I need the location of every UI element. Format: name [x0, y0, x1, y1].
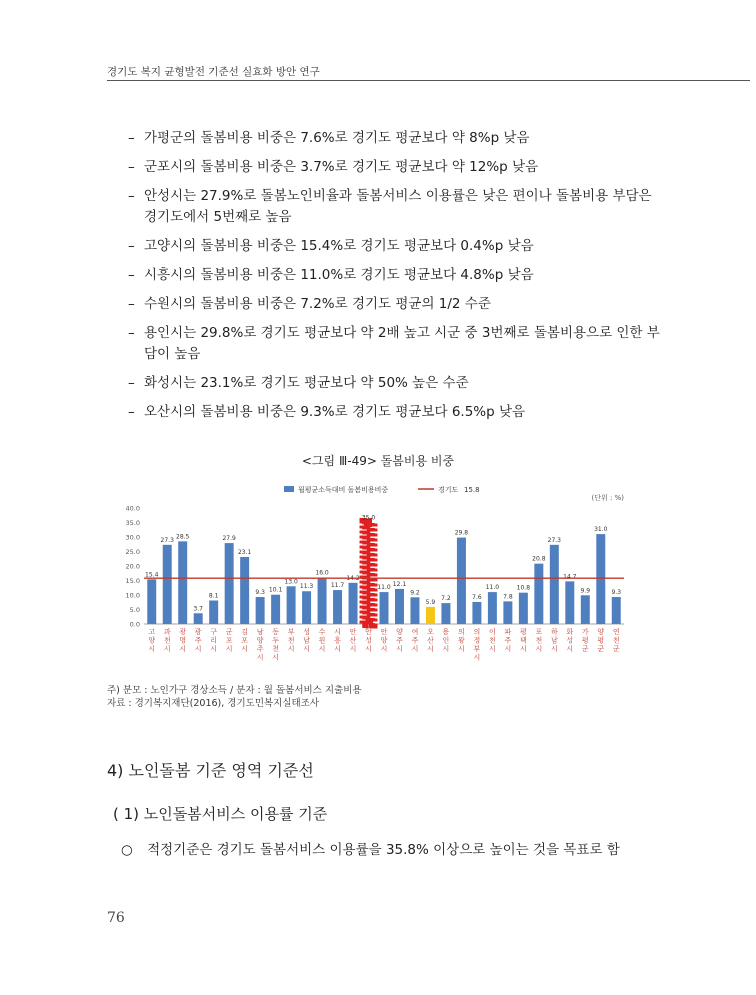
header-divider — [107, 80, 750, 81]
data-label: 10.8 — [516, 584, 531, 592]
data-bar — [178, 541, 187, 624]
category-label-char: 시 — [380, 645, 388, 653]
bullet-item: – 군포시의 돌봄비용 비중은 3.7%로 경기도 평균보다 약 12%p 낮음 — [128, 157, 668, 178]
category-label-char: 화 — [566, 628, 574, 636]
bullet-item: – 시흥시의 돌봄비용 비중은 11.0%로 경기도 평균보다 4.8%p 낮음 — [128, 265, 668, 286]
category-label — [195, 627, 202, 653]
category-label-char: 천 — [272, 645, 279, 653]
circle-marker: ○ — [121, 842, 133, 858]
category-label — [365, 627, 372, 653]
category-label-char: 양 — [148, 636, 156, 645]
category-label-char: 부 — [287, 628, 295, 636]
data-label: 9.3 — [611, 589, 622, 597]
category-label-char: 김 — [241, 628, 249, 636]
category-label — [350, 627, 357, 653]
data-label: 7.8 — [503, 593, 513, 601]
category-label-char: 안 — [380, 628, 388, 636]
formula-note: 주) 분모 : 노인가구 경상소득 / 분자 : 월 돌봄서비스 지출비용 — [107, 685, 362, 696]
category-label-char: 시 — [194, 645, 202, 653]
category-label-char: 시 — [427, 645, 434, 653]
category-label — [597, 627, 604, 653]
subsection-title: ( 1) 노인돌봄서비스 이용률 기준 — [113, 805, 328, 823]
category-label-char: 시 — [318, 645, 326, 653]
category-label — [164, 627, 171, 653]
category-label-char: 두 — [272, 636, 279, 645]
data-label: 9.2 — [410, 589, 420, 597]
category-label-char: 주 — [256, 645, 264, 653]
data-bar — [256, 597, 265, 624]
data-label: 11.7 — [330, 582, 345, 590]
category-label-char: 성 — [365, 636, 372, 645]
data-bar — [534, 564, 543, 624]
category-label-char: 파 — [504, 628, 512, 636]
data-label: 31.0 — [594, 526, 608, 534]
category-label-char: 정 — [473, 636, 481, 645]
category-label-char: 주 — [396, 636, 403, 645]
data-bar — [410, 597, 419, 624]
category-label — [334, 628, 341, 653]
data-bar — [519, 593, 528, 624]
data-label: 15.4 — [145, 571, 159, 579]
data-bar — [302, 591, 311, 624]
category-label — [458, 627, 465, 653]
category-label-char: 수 — [318, 628, 326, 636]
category-label — [520, 627, 527, 653]
category-label-char: 동 — [272, 628, 279, 636]
category-label-char: 평 — [519, 628, 527, 636]
category-label-char: 시 — [489, 645, 496, 653]
legend-bar-label: 월평균소득대비 돌봄비용비중 — [298, 486, 389, 494]
bullet-item: – 화성시는 23.1%로 경기도 평균보다 약 50% 높은 수준 — [128, 373, 668, 394]
category-label-char: 주 — [411, 636, 419, 645]
data-bar — [596, 534, 605, 624]
bullet-list — [128, 128, 668, 431]
category-label-char: 군 — [597, 645, 605, 653]
standard-text: 적정기준은 경기도 돌봄서비스 이용률을 35.8% 이상으로 높이는 것을 목표로 함 — [147, 842, 620, 858]
category-label — [396, 627, 403, 653]
data-label: 8.1 — [208, 592, 219, 600]
category-label-char: 시 — [458, 645, 465, 653]
y-tick-label: 20.0 — [125, 562, 140, 571]
category-label-char: 인 — [442, 636, 450, 645]
category-label-char: 시 — [256, 653, 264, 662]
category-label-char: 군 — [225, 628, 233, 636]
category-label-char: 시 — [365, 645, 372, 653]
category-label-char: 성 — [303, 628, 310, 636]
data-label: 29.8 — [454, 529, 469, 537]
category-label-char: 시 — [210, 645, 218, 653]
data-bar — [488, 592, 497, 624]
y-tick-label: 5.0 — [129, 606, 140, 614]
category-label-char: 의 — [473, 628, 481, 636]
category-label — [412, 627, 419, 653]
category-label — [257, 627, 264, 662]
category-label-char: 평 — [581, 636, 589, 645]
category-label-char: 시 — [225, 645, 233, 653]
bullet-item: – 용인시는 29.8%로 경기도 평균보다 약 2배 높고 시군 중 3번째로 돌봄비용으로 인한 부담이 높음 — [128, 323, 668, 365]
category-label-char: 산 — [427, 636, 434, 645]
category-label-char: 고 — [148, 628, 156, 636]
category-label — [551, 627, 558, 653]
y-tick-label: 40.0 — [125, 504, 140, 513]
data-bar-highlight-dash — [366, 523, 370, 625]
data-bar — [472, 602, 481, 624]
data-bar — [194, 613, 203, 624]
data-bar — [163, 545, 172, 624]
data-label: 14.2 — [346, 574, 360, 582]
category-label-char: 흥 — [334, 636, 341, 645]
category-label-char: 왕 — [458, 636, 465, 645]
data-label: 27.9 — [222, 535, 236, 543]
data-bar — [612, 597, 621, 624]
section-title: 4) 노인돌봄 기준 영역 기준선 — [107, 761, 314, 780]
category-label-char: 이 — [489, 628, 496, 636]
category-label-char: 시 — [303, 645, 310, 653]
data-bar — [457, 538, 466, 624]
category-label-char: 군 — [612, 645, 620, 653]
category-label-char: 시 — [349, 645, 357, 653]
category-label-char: 천 — [489, 636, 496, 645]
category-label-char: 용 — [442, 628, 450, 636]
y-tick-label: 0.0 — [129, 620, 140, 629]
category-label-char: 천 — [612, 636, 620, 645]
y-tick-label: 25.0 — [125, 548, 140, 556]
category-label-char: 시 — [163, 645, 171, 653]
category-label-char: 명 — [179, 636, 187, 645]
legend-line-label: 경기도 — [438, 486, 459, 494]
data-bar — [441, 603, 450, 624]
category-label-char: 시 — [148, 645, 156, 653]
data-label: 3.7 — [193, 605, 203, 613]
data-bar — [565, 581, 574, 624]
category-label — [582, 627, 589, 653]
category-label-char: 시 — [334, 645, 341, 653]
data-label: 11.0 — [485, 584, 500, 592]
category-label — [535, 628, 542, 653]
data-bar — [349, 583, 358, 624]
data-label: 11.0 — [377, 584, 391, 592]
category-label-char: 시 — [334, 628, 341, 636]
category-label-char: 포 — [225, 636, 233, 645]
y-tick-label: 15.0 — [125, 577, 140, 585]
category-label-char: 천 — [163, 636, 171, 645]
category-label — [179, 627, 186, 653]
bullet-item: – 오산시의 돌봄비용 비중은 9.3%로 경기도 평균보다 6.5%p 낮음 — [128, 402, 668, 423]
y-tick-label: 10.0 — [125, 591, 140, 600]
category-label-char: 시 — [287, 645, 295, 653]
y-tick-label: 30.0 — [125, 533, 140, 542]
category-label-char: 시 — [272, 653, 279, 662]
category-label-char: 양 — [597, 628, 605, 636]
source-note: 자료 : 경기복지재단(2016), 경기도민복지실태조사 — [107, 698, 320, 709]
category-label — [474, 627, 481, 662]
data-label: 28.5 — [176, 533, 190, 541]
category-label-char: 구 — [210, 628, 218, 636]
category-label-char: 택 — [519, 636, 527, 645]
category-label-char: 남 — [550, 636, 558, 645]
data-bar — [240, 557, 249, 624]
category-label-char: 시 — [504, 645, 512, 653]
data-label: 5.9 — [425, 598, 436, 606]
category-label — [226, 628, 233, 653]
category-label — [613, 627, 620, 653]
data-bar — [287, 586, 296, 624]
data-bar — [333, 590, 342, 624]
category-label-char: 시 — [396, 645, 403, 653]
category-label-char: 시 — [566, 645, 574, 653]
category-label-char: 가 — [581, 628, 589, 636]
category-label-char: 남 — [256, 628, 264, 636]
category-label-char: 양 — [256, 636, 264, 645]
data-bar — [550, 545, 559, 624]
data-label: 7.2 — [441, 595, 451, 603]
category-label — [427, 628, 434, 653]
data-label: 14.7 — [563, 573, 577, 581]
category-label-char: 광 — [194, 628, 202, 636]
category-label-char: 시 — [473, 653, 481, 662]
category-label-char: 안 — [365, 628, 372, 636]
legend-bar-swatch — [284, 486, 294, 492]
bullet-item: – 고양시의 돌봄비용 비중은 15.4%로 경기도 평균보다 0.4%p 낮음 — [128, 236, 668, 257]
category-label-char: 양 — [380, 636, 388, 645]
category-label-char: 시 — [550, 645, 558, 653]
category-label-char: 양 — [396, 628, 403, 636]
category-label-char: 주 — [504, 636, 512, 645]
data-label: 13.0 — [284, 578, 298, 586]
data-label: 11.3 — [299, 583, 314, 591]
category-label — [148, 628, 155, 653]
page-number: 76 — [107, 910, 125, 926]
bullet-item: – 수원시의 돌봄비용 비중은 7.2%로 경기도 평균의 1/2 수준 — [128, 294, 668, 315]
category-label-char: 시 — [179, 645, 187, 653]
category-label-char: 포 — [535, 628, 543, 636]
y-tick-label: 35.0 — [125, 519, 140, 527]
standard-item — [121, 838, 620, 858]
category-label — [210, 628, 217, 653]
category-label-char: 과 — [163, 628, 171, 636]
category-label-char: 포 — [241, 636, 249, 645]
category-label-char: 시 — [411, 645, 419, 653]
category-label-char: 천 — [535, 636, 543, 645]
unit-label: (단위 : %) — [591, 494, 624, 502]
category-label-char: 의 — [458, 628, 465, 636]
data-label: 10.1 — [268, 586, 283, 594]
category-label-char: 여 — [411, 628, 419, 636]
category-label-char: 천 — [287, 636, 295, 645]
data-bar — [209, 601, 218, 624]
data-bar — [426, 607, 435, 624]
category-label — [241, 627, 248, 653]
category-label-char: 부 — [473, 645, 481, 653]
category-label-char: 시 — [535, 645, 543, 653]
data-bar — [318, 578, 327, 624]
figure-caption: <그림 Ⅲ-49> 돌봄비용 비중 — [301, 454, 455, 468]
data-label: 16.0 — [315, 569, 329, 577]
data-bar — [380, 592, 389, 624]
bullet-item: – 가평군의 돌봄비용 비중은 7.6%로 경기도 평균보다 약 8%p 낮음 — [128, 128, 668, 149]
category-label — [303, 627, 310, 653]
category-label — [288, 627, 295, 653]
category-label — [319, 628, 326, 653]
category-label-char: 군 — [581, 645, 589, 653]
category-label-char: 주 — [194, 636, 202, 645]
cost-share-bar-chart — [112, 476, 632, 676]
category-label — [504, 627, 511, 653]
data-label: 27.3 — [160, 536, 174, 544]
data-label: 12.1 — [392, 580, 407, 588]
data-bar — [225, 543, 234, 624]
data-bar — [395, 589, 404, 624]
bullet-item: – 안성시는 27.9%로 돌봄노인비율과 돌봄서비스 이용률은 낮은 편이나 돌봄비용 부담은 경기도에서 5번째로 높음 — [128, 186, 668, 228]
category-label-char: 평 — [597, 636, 605, 645]
data-label: 23.1 — [237, 549, 252, 557]
category-label-char: 리 — [210, 636, 218, 645]
legend-line-value: 15.8 — [464, 486, 480, 494]
data-bar — [271, 595, 280, 624]
category-label-char: 안 — [349, 628, 357, 636]
data-label: 20.8 — [532, 555, 546, 563]
category-label-char: 연 — [612, 628, 620, 636]
category-label — [381, 627, 388, 653]
category-label — [566, 627, 573, 653]
data-label: 9.3 — [255, 589, 265, 597]
category-label-char: 시 — [442, 645, 450, 653]
data-bar — [503, 601, 512, 624]
data-label: 35.0 — [361, 514, 376, 522]
category-label-char: 시 — [519, 645, 527, 653]
data-bar — [147, 579, 156, 624]
data-label: 7.6 — [472, 593, 482, 601]
category-label-char: 시 — [241, 645, 249, 653]
category-label-char: 성 — [566, 636, 574, 645]
category-label-char: 남 — [303, 636, 310, 645]
category-label-char: 하 — [550, 628, 558, 636]
data-label: 9.9 — [580, 587, 591, 595]
data-bar — [581, 595, 590, 624]
category-label-char: 광 — [179, 628, 187, 636]
running-header: 경기도 복지 균형발전 기준선 실효화 방안 연구 — [107, 66, 320, 78]
category-label — [489, 627, 496, 653]
category-label-char: 원 — [318, 636, 326, 645]
category-label — [272, 628, 279, 662]
category-label-char: 오 — [427, 628, 434, 636]
category-label — [443, 628, 450, 653]
category-label-char: 산 — [349, 636, 357, 645]
data-label: 27.3 — [547, 536, 562, 544]
